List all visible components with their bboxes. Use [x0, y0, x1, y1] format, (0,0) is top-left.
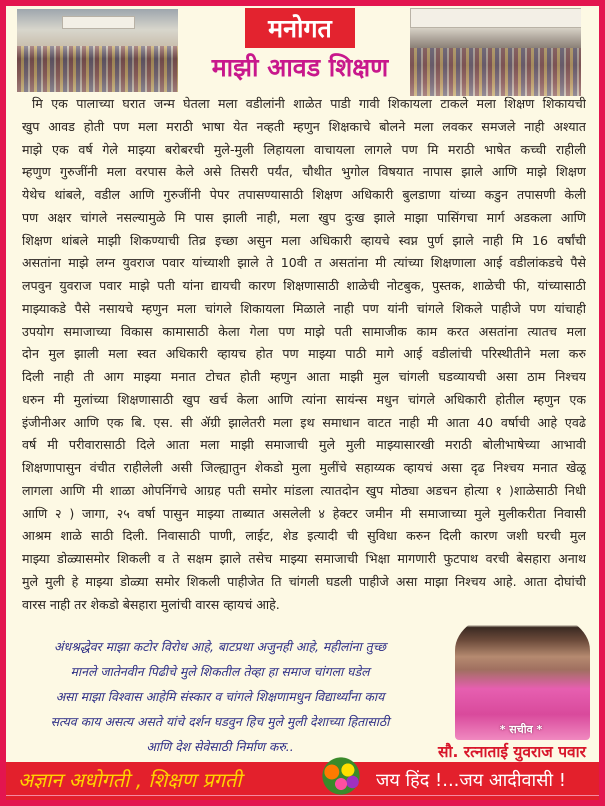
body-line: मि एक पालाच्या घरात जन्म घेतला मला वडीलांनी शाळेत पाडी गावी शिकायला टाकले मला शिक्षण शिकायची [32, 96, 586, 111]
body-line: वर्ष मी परीवारासाठी दिले आता मला माझी समाजाची मुले मुली माझ्यासारखी मराठी बोलीभाषेच्या आभावी [22, 437, 586, 453]
article-page [6, 6, 599, 800]
footer-salute: जय हिंद !...जय आदीवासी ! [376, 770, 566, 791]
body-line: आणि २ ) जागा, २५ वर्षा पासुन माझ्या ताब्यात असलेली ४ हेक्टर जमीन मी समाजाच्या मुले मुलीकरीता निवासी [22, 505, 586, 521]
body-line: पण अक्षर चांगले नसल्यामुळे मि पास झाली नाही, मला खुप दुःख झाले माझा पासिंगचा मार्ग अडकला आणि [22, 209, 586, 225]
school-signboard [410, 8, 581, 28]
footer-banner [6, 762, 599, 800]
body-line: माझे एक वर्ष गेले माझ्या बरोबरची मुले-मुली लिहायला वाचायला लागले पण मि मराठी भाषेत कच्ची राहीली [22, 141, 586, 157]
flower-bouquet-icon [318, 756, 364, 796]
body-line: माझ्या डोळ्यासमोर शिकली व ते सक्षम झाले तसेच माझ्या समाजाची भिक्षा मागणारी फुटपाथ वरची बेसहारा अनाथ [22, 551, 586, 566]
page-subtitle: माझी आवड शिक्षण [211, 53, 389, 82]
students-crowd [17, 46, 178, 92]
quote-line: मानले जातेनवीन पिढीचे मुले शिकतील तेव्हा हा समाज चांगला घडेल [70, 664, 370, 679]
school-group-photo-left [17, 9, 178, 92]
body-line: माझ्याकडे पैसे नसायचे म्हणुन मला चांगले शिकायला मिळाले नाही पण यांनी चांगले शिकले पाहीजे पण यांचाही [22, 300, 586, 316]
body-line: वारस नाही तर शेकडो बेसहारा मुलांची वारस व्हायचं आहे. [22, 596, 280, 612]
body-line: आश्रम शाळे साठी दिली. निवासाठी पाणी, लाईट, शेड इत्यादी ची सुविधा करुन दिली कारण जशी घरची मुल [22, 528, 586, 544]
article-body [22, 93, 586, 616]
school-signboard [62, 16, 135, 30]
body-line: उपयोग समाजाच्या विकास कामासाठी केला गेला पण माझे पती सामाजीक काम करत असतांना त्यातच मला [22, 323, 586, 339]
page-title: मनोगत [245, 8, 355, 48]
body-line: लपवुन युवराज पवार माझे पती यांना द्यायची कारण शिक्षणासाठी शाळेची नोटबुक, पुस्तक, शाळेची फी, यांच्यासाठी [22, 278, 586, 293]
students-crowd [410, 48, 581, 96]
school-group-photo-right [410, 8, 581, 96]
footer-divider [6, 795, 599, 796]
body-line: इंजीनीअर आणि एक बि. एस. सी ॲग्री झालेतरी मला इथ समाधान वाटत नाही मी आता 40 वर्षाची आहे एवढे [22, 414, 586, 430]
body-line: खुप आवड होती पण मला मराठी भाषा येत नव्हती म्हणुन शिक्षकाचे बोलने मला लवकर समजले नाही अश्यात [22, 118, 586, 134]
quote-line: आणि देश सेवेसाठी निर्माण करु.. [146, 739, 294, 754]
body-line: मुले मुली हे माझ्या डोळ्या समोर शिकली पाहीजेत ति चांगली घडली पाहीजे असा माझा निश्चय आहे. आता दोघांची [22, 573, 586, 589]
body-line: म्हणुण गुरुजींनी मला वरपास केले असे तिसरी पर्यंत, चौथीत भुगोल विषयात नापास झाले आणि माझे शिक्षण [22, 164, 586, 180]
footer-slogan: अज्ञान अधोगती , शिक्षण प्रगती [18, 768, 242, 792]
body-line: दिली नाही ती आग माझ्या मनात टोचत होती म्हणुन आता माझी मुल चांगली घडव्यायची असा ठाम निश्चय [22, 369, 586, 384]
quote-line: अंधश्रद्धेवर माझा कटोर विरोध आहे, बाटप्रथा अजुनही आहे, महीलांना तुच्छ [54, 639, 386, 654]
body-line: शिक्षण थांबले माझी शिकण्याची तिव्र इच्छा असुन मला अधिकारी व्हायचे स्वप्न पुर्ण झाले नाही मि 16 वर्षांची [22, 232, 586, 248]
quote-block [10, 634, 430, 759]
body-line: येथेच थांबले, वडील आणि गुरुजींनी पेपर तपासण्यासाठी शिक्षण अधिकारी बुलडाणा यांच्या कडुन तपासणी केली [22, 187, 586, 202]
body-line: शिक्षणापासुन वंचीत राहीलेली असी जिल्ह्यातुन शेकडो मुला मुलींचे सहाय्यक व्हायचं असा दृढ निश्चय मनात खेळू [22, 460, 586, 475]
author-name: सौ. रत्नाताई युवराज पवार [438, 743, 586, 761]
author-role: * सचीव * [499, 723, 543, 736]
body-line: असतांना माझे लग्न युवराज पवार यांच्याशी झाले ते 10वी त असतांना मी त्यांच्या शिक्षणाला आई वडीलांकडचे पैसे [22, 255, 586, 271]
body-line: लागला आणि मी शाळा ओपनिंगचे आग्रह पती समोर मांडला त्यातदोन खुप मोठ्या अडचन होत्या १ )शाळेसाठी निधी [22, 482, 586, 498]
body-line: दोन मुल झाली मला स्वत अधिकारी व्हायच होत पण माझ्या पाठी मागे आई वडीलांची परिस्थीतीने मला करु [22, 346, 586, 362]
quote-line: सत्यव काय असत्य असते यांचे दर्शन घडवुन हिच मुले मुली देशाच्या हितासाठी [50, 714, 390, 729]
body-line: धरुन मी मुलांच्या शिक्षणासाठी खुप खर्च केला आणि त्यांना सायंन्स मधुन चांगले अधिकारी होतील म्हणुन एक [22, 391, 586, 407]
quote-line: असा माझा विश्वास आहेमि संस्कार व चांगले शिक्षणामधुन विद्यार्थ्यांना काय [55, 689, 385, 704]
author-portrait [455, 612, 590, 740]
